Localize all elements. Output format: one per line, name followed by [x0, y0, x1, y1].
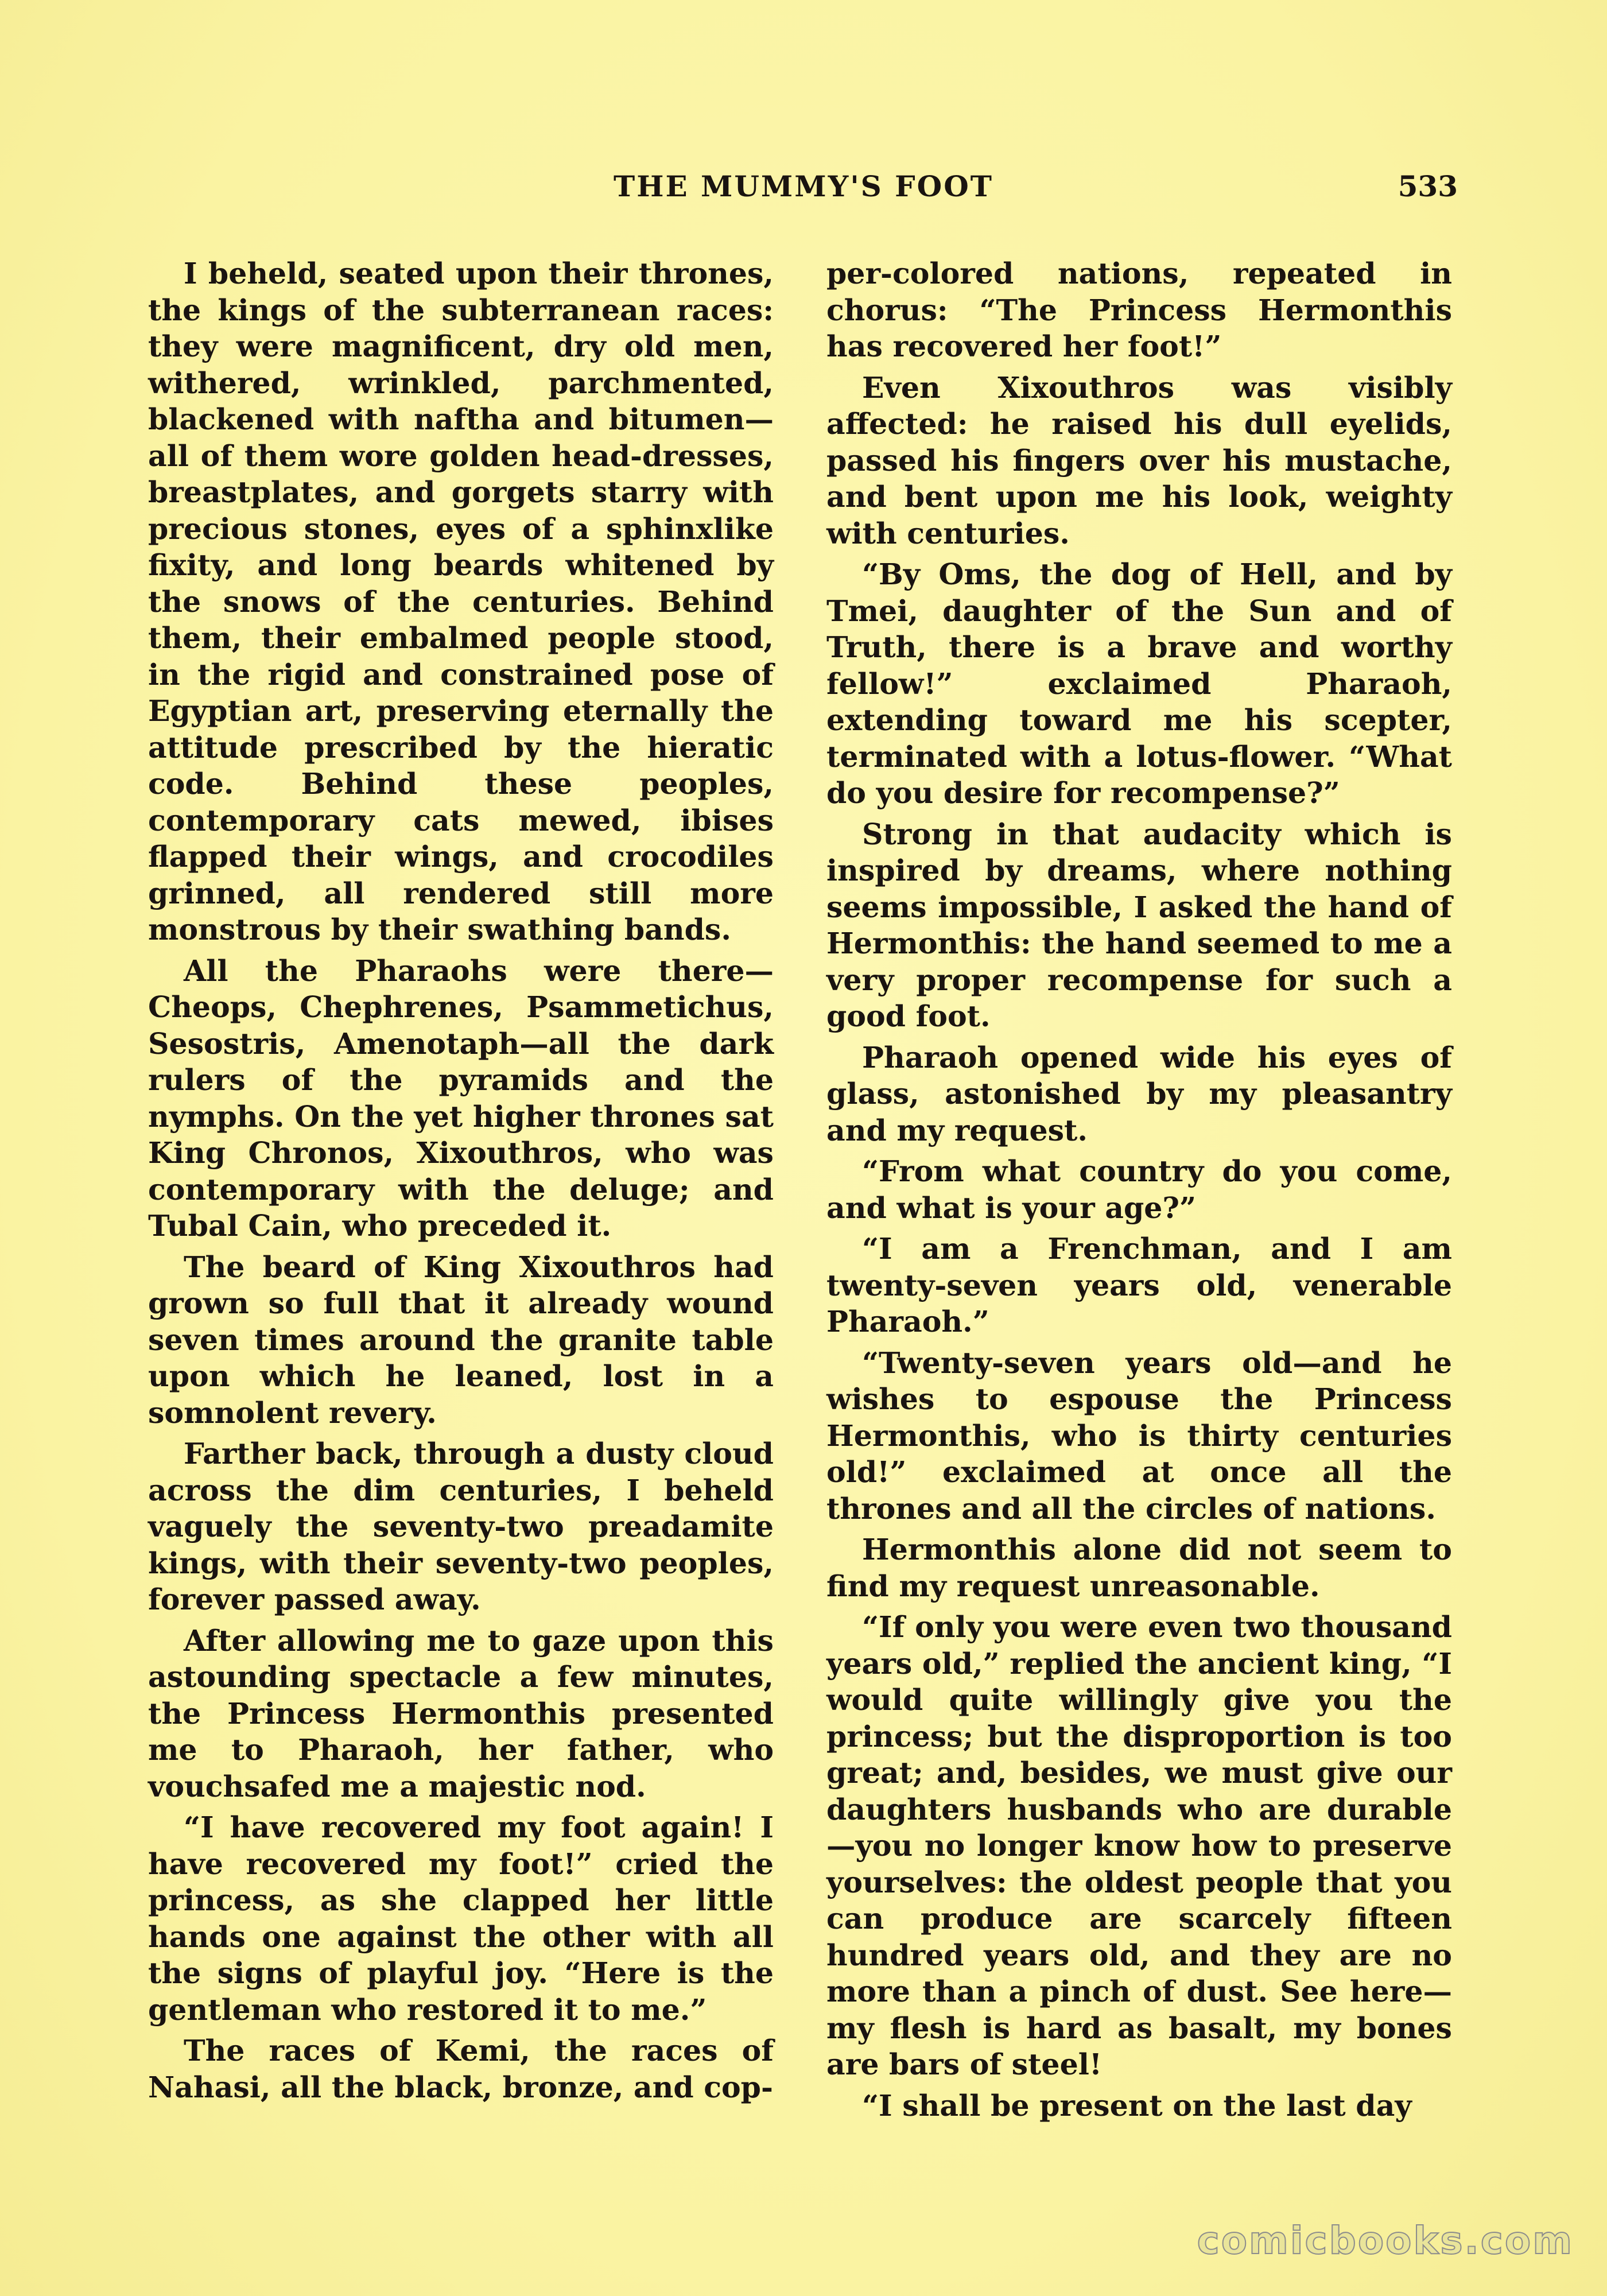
- paragraph: “I shall be present on the last day: [862, 2088, 1412, 2123]
- paragraph: After allowing me to gaze upon this astounding spectacle a few minutes, the Princess Hermonthis presented me to Pharaoh, her father, who vouchsafed me a majestic nod.: [148, 1623, 774, 1804]
- site-watermark: comicbooks.com: [1197, 2219, 1574, 2263]
- paragraph-continued: per-colored nations, repeated in chorus: “The Princess Hermonthis has recovered her foot!”: [826, 257, 1452, 363]
- paragraph: Even Xixouthros was visibly affected: he raised his dull eyelids, passed his fingers over his mustache, and bent upon me his look, weighty with centuries.: [826, 370, 1452, 550]
- paragraph: “If only you were even two thousand years old,” replied the ancient king, “I would quite willingly give you the princess; but the disproportion is too great; and, besides, we must give our daughters husbands who are durable—you no longer know how to preserve yourselves: the oldest people that you can produce are scarcely fifteen hundred years old, and they are no more than a pinch of dust. See here—my flesh is hard as basalt, my bones are bars of steel!: [826, 1610, 1452, 2081]
- paragraph: Hermonthis alone did not seem to find my request unreasonable.: [826, 1533, 1452, 1603]
- paragraph: All the Pharaohs were there—Cheops, Chephrenes, Psammetichus, Sesostris, Amenotaph—all the dark rulers of the pyramids and the nymphs. On the yet higher thrones sat King Chronos, Xixouthros, who was contemporary with the deluge; and Tubal Cain, who preceded it.: [148, 953, 774, 1243]
- left-column: [148, 255, 774, 2110]
- paragraph: “Twenty-seven years old—and he wishes to espouse the Princess Hermonthis, who is thirty centuries old!” exclaimed at once all the thrones and all the circles of nations.: [826, 1345, 1452, 1526]
- paragraph: Strong in that audacity which is inspired by dreams, where nothing seems impossible, I asked the hand of Hermonthis: the hand seemed to me a very proper recompense for such a good foot.: [826, 817, 1452, 1033]
- paragraph: I beheld, seated upon their thrones, the kings of the subterranean races: they were magnificent, dry old men, withered, wrinkled, parchmented, blackened with naftha and bitumen—all of them wore golden head-dresses, breastplates, and gorgets starry with precious stones, eyes of a sphinxlike fixity, and long beards whitened by the snows of the centuries. Behind them, their embalmed people stood, in the rigid and constrained pose of Egyptian art, preserving eternally the attitude prescribed by the hieratic code. Behind these peoples, contemporary cats mewed, ibises flapped their wings, and crocodiles grinned, all rendered still more monstrous by their swathing bands.: [148, 257, 774, 947]
- page-number: 533: [1398, 169, 1458, 203]
- paragraph: “I have recovered my foot again! I have recovered my foot!” cried the princess, as she clapped her little hands one against the other with all the signs of playful joy. “Here is the gentleman who restored it to me.”: [148, 1810, 774, 2027]
- right-column: [826, 255, 1452, 2128]
- paragraph: Farther back, through a dusty cloud across the dim centuries, I beheld vaguely the seventy-two preadamite kings, with their seventy-two peoples, forever passed away.: [148, 1437, 774, 1616]
- paragraph: “I am a Frenchman, and I am twenty-seven years old, venerable Pharaoh.”: [826, 1232, 1452, 1339]
- paragraph: The races of Kemi, the races of Nahasi, all the black, bronze, and cop-: [148, 2034, 774, 2104]
- paragraph: “From what country do you come, and what is your age?”: [826, 1154, 1452, 1225]
- page-header: [149, 169, 1458, 215]
- paragraph: “By Oms, the dog of Hell, and by Tmei, daughter of the Sun and of Truth, there is a brave and worthy fellow!” exclaimed Pharaoh, extending toward me his scepter, terminated with a lotus-flower. “What do you desire for recompense?”: [826, 557, 1452, 810]
- paragraph: Pharaoh opened wide his eyes of glass, astonished by my pleasantry and my request.: [826, 1040, 1452, 1147]
- paragraph: The beard of King Xixouthros had grown so full that it already wound seven times around the granite table upon which he leaned, lost in a somnolent revery.: [148, 1250, 774, 1430]
- running-title: THE MUMMY'S FOOT: [614, 169, 993, 203]
